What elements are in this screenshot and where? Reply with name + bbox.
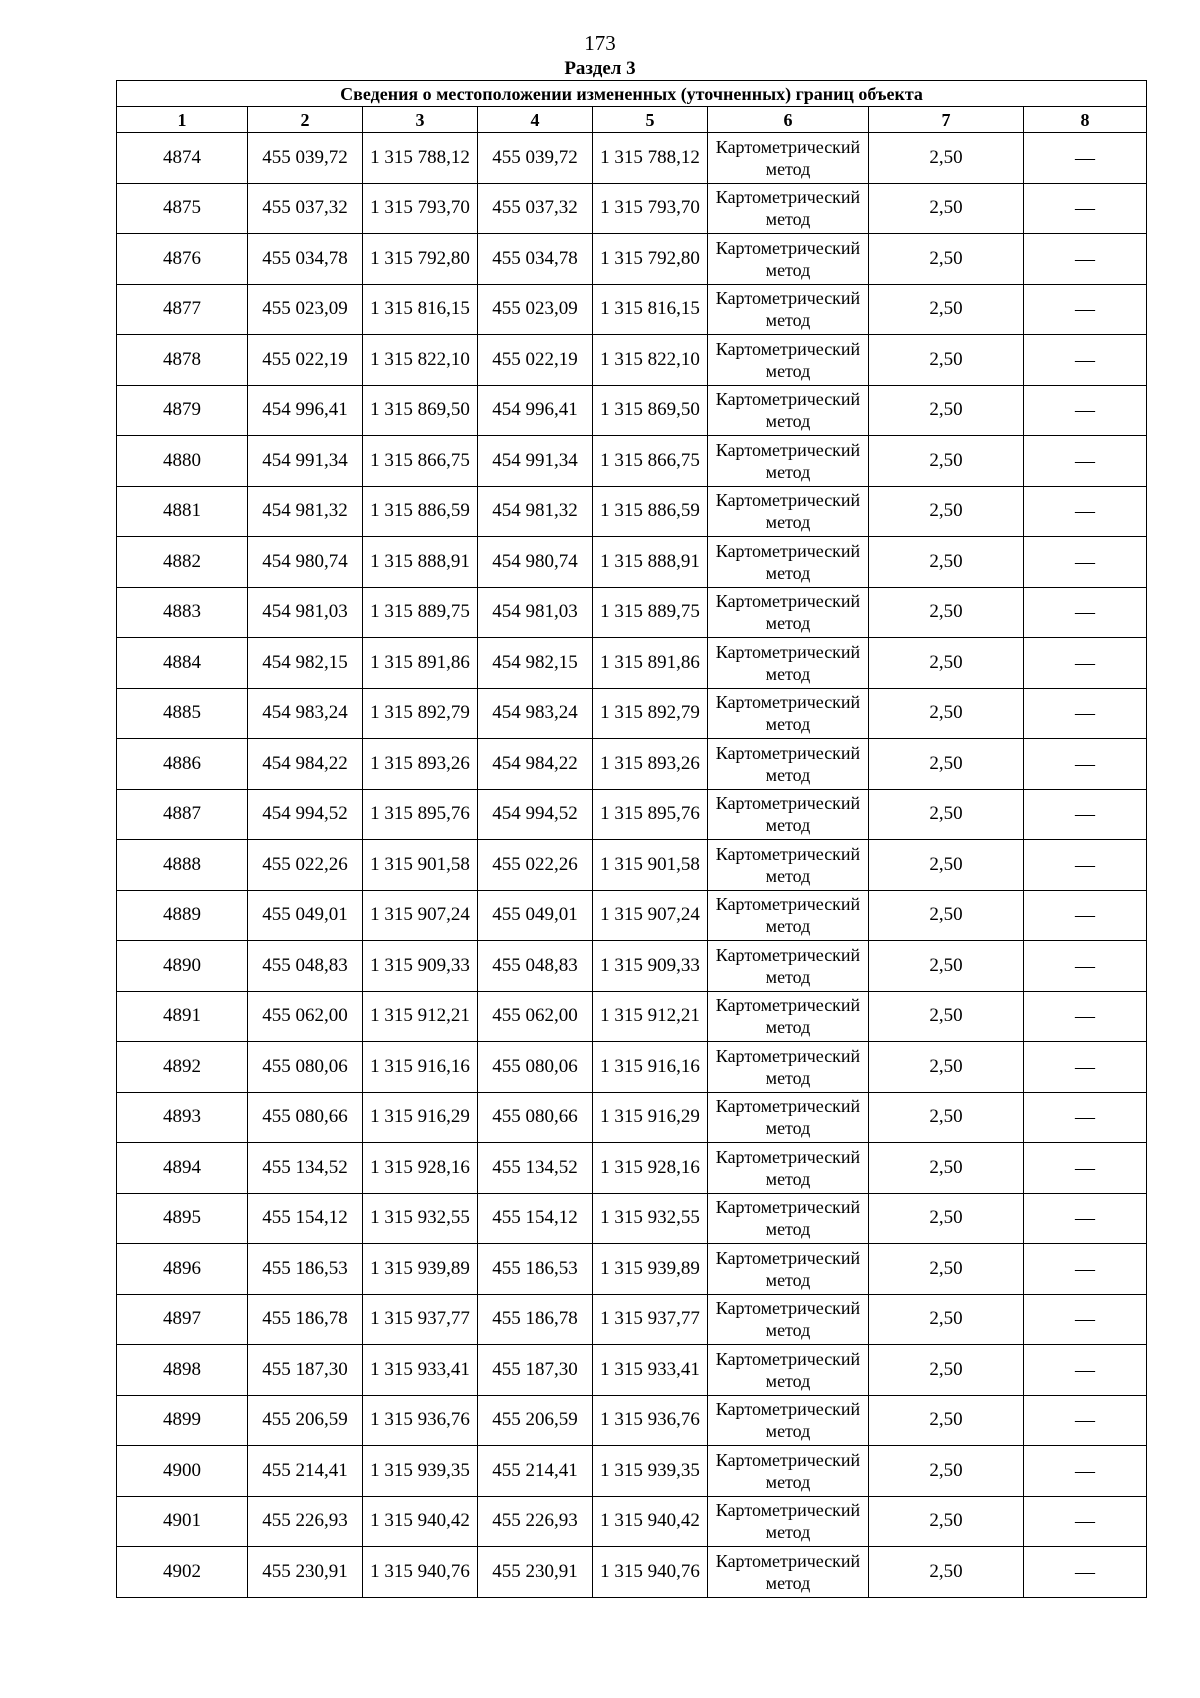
method-cell: Картометрический метод xyxy=(708,1547,869,1598)
y-existing-cell: 1 315 886,59 xyxy=(363,486,478,537)
description-cell: — xyxy=(1024,1496,1147,1547)
x-refined-cell: 454 981,32 xyxy=(478,486,593,537)
description-cell: — xyxy=(1024,688,1147,739)
x-refined-cell: 454 984,22 xyxy=(478,739,593,790)
point-number-cell: 4880 xyxy=(117,436,248,487)
table-row xyxy=(117,1244,1147,1295)
accuracy-cell: 2,50 xyxy=(869,537,1024,588)
y-refined-cell: 1 315 886,59 xyxy=(593,486,708,537)
y-refined-cell: 1 315 892,79 xyxy=(593,688,708,739)
method-cell: Картометрический метод xyxy=(708,1092,869,1143)
point-number-cell: 4876 xyxy=(117,234,248,285)
description-cell: — xyxy=(1024,1143,1147,1194)
x-refined-cell: 454 980,74 xyxy=(478,537,593,588)
x-refined-cell: 455 214,41 xyxy=(478,1446,593,1497)
accuracy-cell: 2,50 xyxy=(869,890,1024,941)
x-refined-cell: 454 994,52 xyxy=(478,789,593,840)
table-row xyxy=(117,638,1147,689)
method-cell: Картометрический метод xyxy=(708,1143,869,1194)
description-cell: — xyxy=(1024,183,1147,234)
method-cell: Картометрический метод xyxy=(708,1294,869,1345)
method-cell: Картометрический метод xyxy=(708,587,869,638)
point-number-cell: 4875 xyxy=(117,183,248,234)
x-existing-cell: 454 994,52 xyxy=(248,789,363,840)
x-existing-cell: 454 996,41 xyxy=(248,385,363,436)
description-cell: — xyxy=(1024,133,1147,184)
accuracy-cell: 2,50 xyxy=(869,1193,1024,1244)
description-cell: — xyxy=(1024,587,1147,638)
x-refined-cell: 455 022,26 xyxy=(478,840,593,891)
method-cell: Картометрический метод xyxy=(708,789,869,840)
x-refined-cell: 455 154,12 xyxy=(478,1193,593,1244)
x-refined-cell: 455 226,93 xyxy=(478,1496,593,1547)
accuracy-cell: 2,50 xyxy=(869,385,1024,436)
point-number-cell: 4874 xyxy=(117,133,248,184)
description-cell: — xyxy=(1024,941,1147,992)
accuracy-cell: 2,50 xyxy=(869,1547,1024,1598)
y-refined-cell: 1 315 916,16 xyxy=(593,1042,708,1093)
point-number-cell: 4890 xyxy=(117,941,248,992)
description-cell: — xyxy=(1024,840,1147,891)
y-existing-cell: 1 315 940,76 xyxy=(363,1547,478,1598)
y-refined-cell: 1 315 816,15 xyxy=(593,284,708,335)
x-refined-cell: 454 982,15 xyxy=(478,638,593,689)
method-cell: Картометрический метод xyxy=(708,385,869,436)
point-number-cell: 4884 xyxy=(117,638,248,689)
y-refined-cell: 1 315 912,21 xyxy=(593,991,708,1042)
x-existing-cell: 455 206,59 xyxy=(248,1395,363,1446)
y-refined-cell: 1 315 866,75 xyxy=(593,436,708,487)
table-row xyxy=(117,739,1147,790)
method-cell: Картометрический метод xyxy=(708,1042,869,1093)
table-body xyxy=(117,133,1147,1598)
column-header: 2 xyxy=(248,107,363,133)
x-refined-cell: 455 080,06 xyxy=(478,1042,593,1093)
point-number-cell: 4879 xyxy=(117,385,248,436)
accuracy-cell: 2,50 xyxy=(869,486,1024,537)
y-refined-cell: 1 315 888,91 xyxy=(593,537,708,588)
accuracy-cell: 2,50 xyxy=(869,941,1024,992)
x-refined-cell: 455 186,78 xyxy=(478,1294,593,1345)
accuracy-cell: 2,50 xyxy=(869,1042,1024,1093)
y-existing-cell: 1 315 937,77 xyxy=(363,1294,478,1345)
point-number-cell: 4881 xyxy=(117,486,248,537)
table-row xyxy=(117,436,1147,487)
accuracy-cell: 2,50 xyxy=(869,284,1024,335)
y-existing-cell: 1 315 895,76 xyxy=(363,789,478,840)
x-existing-cell: 455 134,52 xyxy=(248,1143,363,1194)
x-refined-cell: 454 991,34 xyxy=(478,436,593,487)
accuracy-cell: 2,50 xyxy=(869,335,1024,386)
point-number-cell: 4882 xyxy=(117,537,248,588)
accuracy-cell: 2,50 xyxy=(869,234,1024,285)
table-row xyxy=(117,1395,1147,1446)
x-existing-cell: 455 186,78 xyxy=(248,1294,363,1345)
accuracy-cell: 2,50 xyxy=(869,991,1024,1042)
y-existing-cell: 1 315 932,55 xyxy=(363,1193,478,1244)
y-existing-cell: 1 315 912,21 xyxy=(363,991,478,1042)
y-existing-cell: 1 315 889,75 xyxy=(363,587,478,638)
point-number-cell: 4877 xyxy=(117,284,248,335)
column-header: 6 xyxy=(708,107,869,133)
x-existing-cell: 455 049,01 xyxy=(248,890,363,941)
description-cell: — xyxy=(1024,739,1147,790)
boundary-coordinates-table xyxy=(116,80,1147,1598)
y-refined-cell: 1 315 933,41 xyxy=(593,1345,708,1396)
point-number-cell: 4891 xyxy=(117,991,248,1042)
accuracy-cell: 2,50 xyxy=(869,1143,1024,1194)
accuracy-cell: 2,50 xyxy=(869,840,1024,891)
accuracy-cell: 2,50 xyxy=(869,1345,1024,1396)
accuracy-cell: 2,50 xyxy=(869,1446,1024,1497)
description-cell: — xyxy=(1024,1395,1147,1446)
y-refined-cell: 1 315 909,33 xyxy=(593,941,708,992)
point-number-cell: 4883 xyxy=(117,587,248,638)
table-row xyxy=(117,537,1147,588)
x-existing-cell: 454 983,24 xyxy=(248,688,363,739)
point-number-cell: 4900 xyxy=(117,1446,248,1497)
point-number-cell: 4899 xyxy=(117,1395,248,1446)
description-cell: — xyxy=(1024,1345,1147,1396)
x-existing-cell: 455 034,78 xyxy=(248,234,363,285)
point-number-cell: 4895 xyxy=(117,1193,248,1244)
table-row xyxy=(117,1496,1147,1547)
y-refined-cell: 1 315 792,80 xyxy=(593,234,708,285)
table-row xyxy=(117,133,1147,184)
method-cell: Картометрический метод xyxy=(708,1496,869,1547)
x-refined-cell: 455 062,00 xyxy=(478,991,593,1042)
x-refined-cell: 454 996,41 xyxy=(478,385,593,436)
x-existing-cell: 454 981,32 xyxy=(248,486,363,537)
table-row xyxy=(117,941,1147,992)
x-existing-cell: 454 982,15 xyxy=(248,638,363,689)
method-cell: Картометрический метод xyxy=(708,537,869,588)
y-refined-cell: 1 315 893,26 xyxy=(593,739,708,790)
point-number-cell: 4887 xyxy=(117,789,248,840)
description-cell: — xyxy=(1024,284,1147,335)
method-cell: Картометрический метод xyxy=(708,688,869,739)
y-existing-cell: 1 315 907,24 xyxy=(363,890,478,941)
table-row xyxy=(117,1446,1147,1497)
table-row xyxy=(117,991,1147,1042)
point-number-cell: 4889 xyxy=(117,890,248,941)
y-existing-cell: 1 315 928,16 xyxy=(363,1143,478,1194)
table-row xyxy=(117,385,1147,436)
description-cell: — xyxy=(1024,1092,1147,1143)
y-existing-cell: 1 315 793,70 xyxy=(363,183,478,234)
accuracy-cell: 2,50 xyxy=(869,1395,1024,1446)
point-number-cell: 4897 xyxy=(117,1294,248,1345)
x-refined-cell: 455 049,01 xyxy=(478,890,593,941)
x-refined-cell: 454 983,24 xyxy=(478,688,593,739)
x-existing-cell: 455 022,26 xyxy=(248,840,363,891)
point-number-cell: 4898 xyxy=(117,1345,248,1396)
x-refined-cell: 455 230,91 xyxy=(478,1547,593,1598)
y-refined-cell: 1 315 822,10 xyxy=(593,335,708,386)
y-existing-cell: 1 315 916,29 xyxy=(363,1092,478,1143)
description-cell: — xyxy=(1024,1042,1147,1093)
x-existing-cell: 455 023,09 xyxy=(248,284,363,335)
method-cell: Картометрический метод xyxy=(708,335,869,386)
table-row xyxy=(117,486,1147,537)
column-header: 5 xyxy=(593,107,708,133)
y-refined-cell: 1 315 937,77 xyxy=(593,1294,708,1345)
method-cell: Картометрический метод xyxy=(708,739,869,790)
table-row xyxy=(117,1193,1147,1244)
table-row xyxy=(117,1345,1147,1396)
table-row xyxy=(117,183,1147,234)
accuracy-cell: 2,50 xyxy=(869,183,1024,234)
description-cell: — xyxy=(1024,890,1147,941)
y-existing-cell: 1 315 888,91 xyxy=(363,537,478,588)
y-existing-cell: 1 315 869,50 xyxy=(363,385,478,436)
y-refined-cell: 1 315 932,55 xyxy=(593,1193,708,1244)
description-cell: — xyxy=(1024,789,1147,840)
table-row xyxy=(117,890,1147,941)
accuracy-cell: 2,50 xyxy=(869,1294,1024,1345)
x-existing-cell: 455 062,00 xyxy=(248,991,363,1042)
x-existing-cell: 455 039,72 xyxy=(248,133,363,184)
x-existing-cell: 455 022,19 xyxy=(248,335,363,386)
x-refined-cell: 455 186,53 xyxy=(478,1244,593,1295)
point-number-cell: 4902 xyxy=(117,1547,248,1598)
x-existing-cell: 454 984,22 xyxy=(248,739,363,790)
description-cell: — xyxy=(1024,1446,1147,1497)
accuracy-cell: 2,50 xyxy=(869,789,1024,840)
y-existing-cell: 1 315 936,76 xyxy=(363,1395,478,1446)
description-cell: — xyxy=(1024,1244,1147,1295)
y-refined-cell: 1 315 916,29 xyxy=(593,1092,708,1143)
y-refined-cell: 1 315 940,76 xyxy=(593,1547,708,1598)
x-existing-cell: 455 037,32 xyxy=(248,183,363,234)
section-title: Раздел 3 xyxy=(564,58,636,79)
x-refined-cell: 455 206,59 xyxy=(478,1395,593,1446)
y-existing-cell: 1 315 816,15 xyxy=(363,284,478,335)
x-refined-cell: 455 080,66 xyxy=(478,1092,593,1143)
description-cell: — xyxy=(1024,385,1147,436)
x-refined-cell: 455 134,52 xyxy=(478,1143,593,1194)
description-cell: — xyxy=(1024,638,1147,689)
y-refined-cell: 1 315 936,76 xyxy=(593,1395,708,1446)
table-row xyxy=(117,335,1147,386)
y-existing-cell: 1 315 916,16 xyxy=(363,1042,478,1093)
method-cell: Картометрический метод xyxy=(708,1446,869,1497)
description-cell: — xyxy=(1024,335,1147,386)
point-number-cell: 4896 xyxy=(117,1244,248,1295)
y-existing-cell: 1 315 909,33 xyxy=(363,941,478,992)
table-caption: Сведения о местоположении измененных (уточненных) границ объекта xyxy=(117,81,1147,107)
method-cell: Картометрический метод xyxy=(708,941,869,992)
x-refined-cell: 455 023,09 xyxy=(478,284,593,335)
column-header: 8 xyxy=(1024,107,1147,133)
y-existing-cell: 1 315 939,89 xyxy=(363,1244,478,1295)
column-header: 4 xyxy=(478,107,593,133)
x-existing-cell: 455 230,91 xyxy=(248,1547,363,1598)
accuracy-cell: 2,50 xyxy=(869,1092,1024,1143)
y-refined-cell: 1 315 793,70 xyxy=(593,183,708,234)
x-refined-cell: 454 981,03 xyxy=(478,587,593,638)
accuracy-cell: 2,50 xyxy=(869,688,1024,739)
accuracy-cell: 2,50 xyxy=(869,1496,1024,1547)
method-cell: Картометрический метод xyxy=(708,234,869,285)
y-refined-cell: 1 315 869,50 xyxy=(593,385,708,436)
accuracy-cell: 2,50 xyxy=(869,587,1024,638)
table-row xyxy=(117,789,1147,840)
method-cell: Картометрический метод xyxy=(708,436,869,487)
table-row xyxy=(117,284,1147,335)
y-existing-cell: 1 315 933,41 xyxy=(363,1345,478,1396)
description-cell: — xyxy=(1024,537,1147,588)
description-cell: — xyxy=(1024,1193,1147,1244)
table-row xyxy=(117,234,1147,285)
x-existing-cell: 455 186,53 xyxy=(248,1244,363,1295)
y-refined-cell: 1 315 889,75 xyxy=(593,587,708,638)
method-cell: Картометрический метод xyxy=(708,486,869,537)
y-existing-cell: 1 315 822,10 xyxy=(363,335,478,386)
x-existing-cell: 455 080,66 xyxy=(248,1092,363,1143)
y-existing-cell: 1 315 891,86 xyxy=(363,638,478,689)
description-cell: — xyxy=(1024,1547,1147,1598)
y-refined-cell: 1 315 891,86 xyxy=(593,638,708,689)
point-number-cell: 4885 xyxy=(117,688,248,739)
point-number-cell: 4892 xyxy=(117,1042,248,1093)
x-existing-cell: 454 981,03 xyxy=(248,587,363,638)
x-refined-cell: 455 048,83 xyxy=(478,941,593,992)
method-cell: Картометрический метод xyxy=(708,1193,869,1244)
accuracy-cell: 2,50 xyxy=(869,1244,1024,1295)
column-header: 7 xyxy=(869,107,1024,133)
point-number-cell: 4893 xyxy=(117,1092,248,1143)
y-existing-cell: 1 315 892,79 xyxy=(363,688,478,739)
y-existing-cell: 1 315 866,75 xyxy=(363,436,478,487)
x-existing-cell: 455 048,83 xyxy=(248,941,363,992)
table-row xyxy=(117,1143,1147,1194)
table-row xyxy=(117,1547,1147,1598)
x-refined-cell: 455 187,30 xyxy=(478,1345,593,1396)
y-existing-cell: 1 315 901,58 xyxy=(363,840,478,891)
description-cell: — xyxy=(1024,436,1147,487)
description-cell: — xyxy=(1024,1294,1147,1345)
point-number-cell: 4894 xyxy=(117,1143,248,1194)
x-existing-cell: 455 226,93 xyxy=(248,1496,363,1547)
x-refined-cell: 455 034,78 xyxy=(478,234,593,285)
table-caption-row xyxy=(117,81,1147,107)
x-existing-cell: 454 980,74 xyxy=(248,537,363,588)
accuracy-cell: 2,50 xyxy=(869,133,1024,184)
x-existing-cell: 455 214,41 xyxy=(248,1446,363,1497)
x-refined-cell: 455 022,19 xyxy=(478,335,593,386)
method-cell: Картометрический метод xyxy=(708,1395,869,1446)
y-existing-cell: 1 315 792,80 xyxy=(363,234,478,285)
x-existing-cell: 454 991,34 xyxy=(248,436,363,487)
table-row xyxy=(117,587,1147,638)
y-existing-cell: 1 315 940,42 xyxy=(363,1496,478,1547)
description-cell: — xyxy=(1024,486,1147,537)
method-cell: Картометрический метод xyxy=(708,638,869,689)
column-header-row xyxy=(117,107,1147,133)
column-header: 3 xyxy=(363,107,478,133)
description-cell: — xyxy=(1024,234,1147,285)
accuracy-cell: 2,50 xyxy=(869,638,1024,689)
y-refined-cell: 1 315 901,58 xyxy=(593,840,708,891)
method-cell: Картометрический метод xyxy=(708,890,869,941)
y-existing-cell: 1 315 788,12 xyxy=(363,133,478,184)
page-number: 173 xyxy=(584,31,616,55)
point-number-cell: 4886 xyxy=(117,739,248,790)
y-refined-cell: 1 315 928,16 xyxy=(593,1143,708,1194)
y-refined-cell: 1 315 939,35 xyxy=(593,1446,708,1497)
point-number-cell: 4878 xyxy=(117,335,248,386)
y-existing-cell: 1 315 939,35 xyxy=(363,1446,478,1497)
y-refined-cell: 1 315 940,42 xyxy=(593,1496,708,1547)
x-refined-cell: 455 037,32 xyxy=(478,183,593,234)
method-cell: Картометрический метод xyxy=(708,840,869,891)
x-existing-cell: 455 154,12 xyxy=(248,1193,363,1244)
x-refined-cell: 455 039,72 xyxy=(478,133,593,184)
x-existing-cell: 455 187,30 xyxy=(248,1345,363,1396)
table-row xyxy=(117,1042,1147,1093)
table-row xyxy=(117,840,1147,891)
y-refined-cell: 1 315 939,89 xyxy=(593,1244,708,1295)
table-row xyxy=(117,1294,1147,1345)
accuracy-cell: 2,50 xyxy=(869,436,1024,487)
point-number-cell: 4888 xyxy=(117,840,248,891)
column-header: 1 xyxy=(117,107,248,133)
table-row xyxy=(117,1092,1147,1143)
y-refined-cell: 1 315 907,24 xyxy=(593,890,708,941)
method-cell: Картометрический метод xyxy=(708,183,869,234)
method-cell: Картометрический метод xyxy=(708,133,869,184)
x-existing-cell: 455 080,06 xyxy=(248,1042,363,1093)
accuracy-cell: 2,50 xyxy=(869,739,1024,790)
y-refined-cell: 1 315 788,12 xyxy=(593,133,708,184)
method-cell: Картометрический метод xyxy=(708,1345,869,1396)
table-row xyxy=(117,688,1147,739)
method-cell: Картометрический метод xyxy=(708,991,869,1042)
description-cell: — xyxy=(1024,991,1147,1042)
method-cell: Картометрический метод xyxy=(708,1244,869,1295)
y-refined-cell: 1 315 895,76 xyxy=(593,789,708,840)
method-cell: Картометрический метод xyxy=(708,284,869,335)
point-number-cell: 4901 xyxy=(117,1496,248,1547)
y-existing-cell: 1 315 893,26 xyxy=(363,739,478,790)
